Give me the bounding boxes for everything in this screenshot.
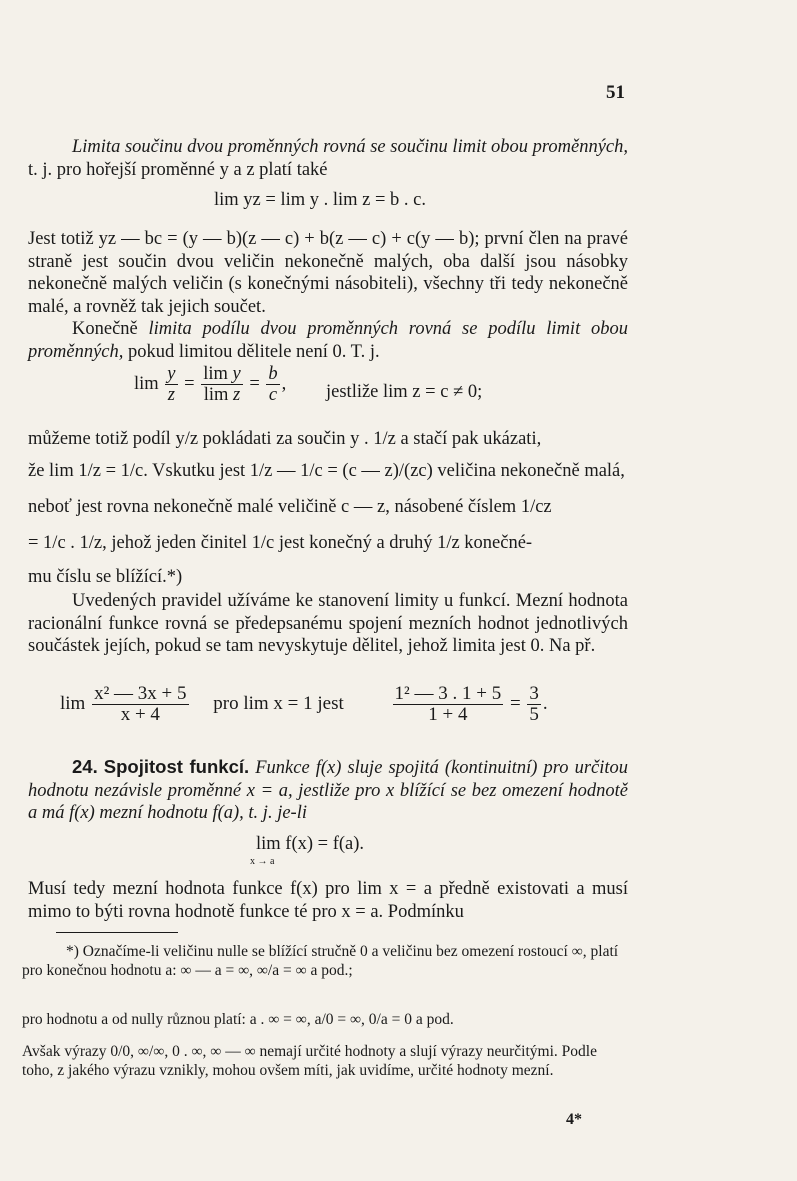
quotient-rule-text: limita podílu dvou proměnných rovná se podílu limit obou proměnných, (28, 319, 628, 362)
page-number: 51 (606, 82, 625, 103)
product-proof-paragraph: Jest totiž yz — bc = (y — b)(z — c) + b(z — c) + c(y — b); první člen na pravé straně jest součin dvou veličin nekonečně malých, oba další jsou násobky nekonečně malých veličin (s konečnými násobiteli), všechny tři tedy nekonečně malé, a rovněž tak jejich součet. (28, 229, 628, 317)
footnote-line-1: *) Označíme-li veličinu nulle se blížící stručně 0 a veličinu bez omezení rostoucí ∞, platí pro konečnou hodnotu a: ∞ — a = ∞, ∞/a = ∞ a pod.; (22, 943, 619, 979)
example-result-denominator: 5 (529, 704, 539, 725)
quotient-proof-line-1: můžeme totiž podíl y/z pokládati za součin y . 1/z a stačí pak ukázati, (28, 429, 542, 449)
equation-rational-example: lim $\frac{\text{x² — 3x + 5}}{x + 4}$ pro lim x = 1 jest $\frac{\text{1² — 3 . 1 + 5}}{1 + 4}$ = $\frac{3}{5}$ . (60, 683, 548, 725)
example-rhs-denominator: 1 + 4 (393, 704, 504, 725)
equation-continuity-subscript: x → a (250, 856, 275, 867)
continuity-paragraph: Musí tedy mezní hodnota funkce f(x) pro lim x = a předně existovati a musí mimo to býti rovna hodnotě funkce té pro x = a. Podmínku (28, 879, 628, 922)
footnote-line-3: Avšak výrazy 0/0, ∞/∞, 0 . ∞, ∞ — ∞ nemají určité hodnoty a slují výrazy neurčitými. Podle toho, z jakého výrazu vznikly, mohou ovšem míti, jak uvidíme, určité hodnoty mezní. (22, 1043, 597, 1079)
quotient-lead: Konečně (72, 319, 138, 339)
footnote-rule (56, 932, 178, 933)
equation-quotient-limit: lim $\frac{y}{z}$ = $\frac{\text{lim y}}{\text{lim z}}$ = $\frac{b}{c}$ , (134, 364, 287, 405)
example-condition: pro lim x = 1 jest (213, 692, 344, 714)
product-rule-paragraph (28, 136, 628, 181)
continuity-definition: Funkce f(x) sluje spojitá (kontinuitní) pro určitou hodnotu nezávisle proměnné x = a, jestliže pro x blížící se bez omezení hodnotě a má f(x) mezní hodnotu f(a), t. j. je-li (28, 758, 629, 823)
rational-function-paragraph: Uvedených pravidel užíváme ke stanovení limity u funkcí. Mezní hodnota racionální funkce rovná se předepsanému spojení mezních hodnot jednotlivých součástek jejích, pokud se tam nevyskytuje dělitel, jehož limita jest 0. Na př. (28, 591, 628, 656)
quotient-rule-tail: pokud limitou dělitele není 0. T. j. (123, 341, 380, 362)
product-rule-tail: t. j. pro hořejší proměnné y a z platí také (28, 159, 328, 180)
quotient-proof-line-2: že lim 1/z = 1/c. Vskutku jest 1/z — 1/c = (c — z)/(zc) veličina nekonečně malá, (28, 461, 625, 481)
equation-product-limit: lim yz = lim y . lim z = b . c. (214, 190, 427, 210)
equation-continuity: lim f(x) = f(a). (256, 834, 365, 854)
quotient-proof-line-5: mu číslu se blížící.*) (28, 567, 183, 587)
example-lhs-numerator: x² — 3x + 5 (94, 683, 187, 704)
quotient-proof-line-3: neboť jest rovna nekonečně malé veličině c — z, násobené číslem 1/cz (28, 497, 552, 517)
example-result-numerator: 3 (529, 683, 539, 704)
product-rule-text: Limita součinu dvou proměnných rovná se součinu limit obou proměnných, (72, 137, 628, 157)
footnote-line-2: pro hodnotu a od nully různou platí: a . ∞ = ∞, a/0 = ∞, 0/a = 0 a pod. (22, 1011, 454, 1028)
section-continuity-paragraph (28, 756, 628, 825)
equation-quotient-condition: jestliže lim z = c ≠ 0; (326, 382, 483, 402)
section-number: 24. (72, 756, 98, 777)
quotient-rule-paragraph (28, 318, 628, 363)
quotient-proof-line-4: = 1/c . 1/z, jehož jeden činitel 1/c jest konečný a druhý 1/z konečné- (28, 533, 533, 553)
example-lhs-denominator: x + 4 (92, 704, 188, 725)
section-title: Spojitost funkcí. (103, 756, 250, 777)
signature-mark: 4* (566, 1111, 582, 1128)
example-rhs-numerator: 1² — 3 . 1 + 5 (394, 683, 502, 704)
